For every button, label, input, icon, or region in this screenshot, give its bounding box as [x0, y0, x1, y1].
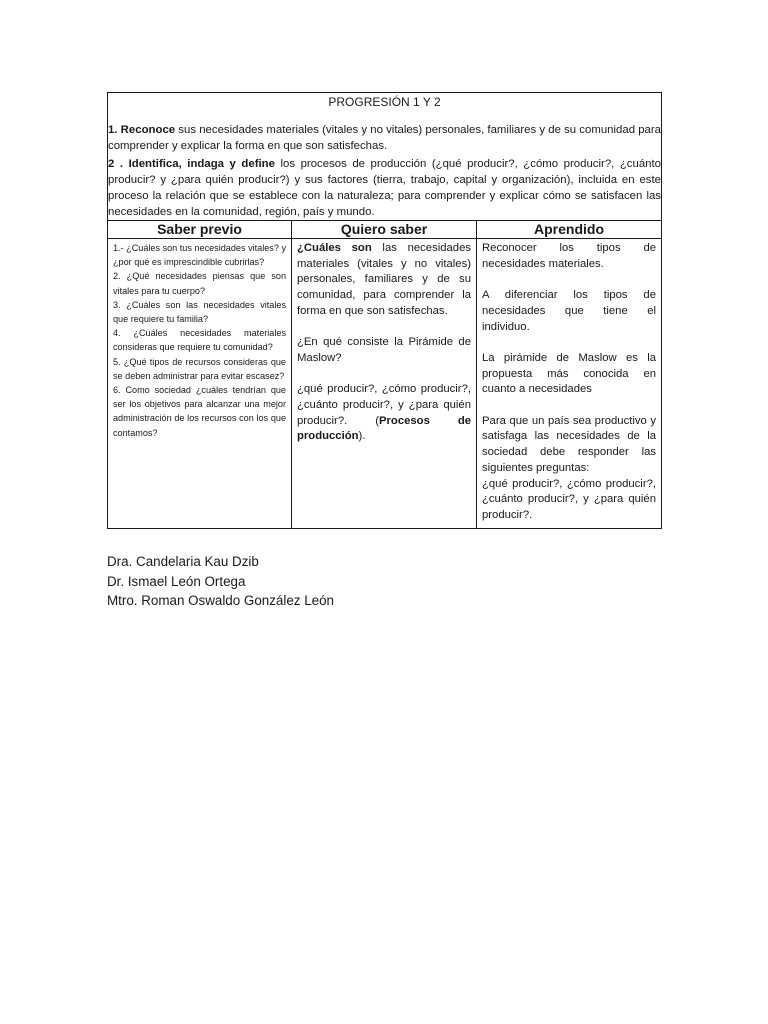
spacer [297, 367, 471, 383]
header-row [108, 93, 662, 221]
aprendido-item: ¿qué producir?, ¿cómo producir?, ¿cuánto producir?, y ¿para quién producir?. [482, 477, 657, 521]
progression-table [107, 92, 662, 529]
saber-previo-item: 2. ¿Qué necesidades piensas que son vitales para tu cuerpo? [113, 271, 286, 296]
progression-2-text: los procesos de producción (¿qué producir?, ¿cómo producir?, ¿cuánto producir? y ¿para quién producir?) y sus factores (tierra, trabajo, capital y organización), incluida en este proceso la relación que se establece con la naturaleza; para comprender y explicar cómo se satisfacen las necesidades en la comunidad, región, país y mundo. [108, 158, 662, 218]
column-header-aprendido: Aprendido [477, 221, 662, 239]
content-row [108, 239, 662, 529]
quiero-saber-item-3-text: ¿qué producir?, ¿cómo producir?, ¿cuánto producir?, y ¿para quién producir?. ( [297, 383, 471, 427]
quiero-saber-item-3-end: ). [358, 430, 366, 443]
quiero-saber-item-1 [297, 241, 471, 320]
saber-previo-cell [108, 239, 292, 529]
saber-previo-item: 4. ¿Cuáles necesidades materiales consideras que requiere tu comunidad? [113, 328, 286, 353]
column-header-saber-previo: Saber previo [108, 221, 292, 239]
quiero-saber-item-3 [297, 382, 471, 445]
progression-1-paragraph [108, 122, 661, 154]
saber-previo-item: 3. ¿Cuáles son las necesidades vitales que requiere tu familia? [113, 299, 286, 325]
spacer [482, 398, 656, 414]
spacer [482, 335, 656, 351]
author-name: Mtro. Roman Oswaldo González León [107, 593, 335, 608]
quiero-saber-item-1-bold: ¿Cuáles son [297, 242, 372, 254]
spacer [297, 320, 471, 336]
header-cell [108, 93, 662, 221]
aprendido-item: Para que un país sea productivo y satisfaga las necesidades de la sociedad debe responder las siguientes preguntas: [482, 414, 657, 474]
authors-block [107, 552, 334, 611]
author-name: Dra. Candelaria Kau Dzib [107, 554, 259, 569]
aprendido-cell [477, 239, 662, 529]
progression-2-label: 2 . Identifica, indaga y define [108, 158, 275, 170]
quiero-saber-cell [292, 239, 477, 529]
quiero-saber-item-3-bold: Procesos de producción [297, 414, 472, 443]
saber-previo-item: 6. Como sociedad ¿cuáles tendrían que ser los objetivos para alcanzar una mejor administración de los recursos con los que contamos? [113, 385, 286, 438]
saber-previo-item: 1.- ¿Cuáles son tus necesidades vitales? y ¿por qué es imprescindible cubrirlas? [113, 243, 286, 268]
quiero-saber-item-1-text: las necesidades materiales (vitales y no vitales) personales, familiares y de su comunidad, para comprender la forma en que son satisfechas. [297, 242, 472, 317]
aprendido-item: La pirámide de Maslow es la propuesta más conocida en cuanto a necesidades [482, 351, 657, 396]
aprendido-item: Reconocer los tipos de necesidades materiales. [482, 242, 657, 270]
saber-previo-item: 5. ¿Qué tipos de recursos consideras que se deben administrar para evitar escasez? [113, 356, 286, 381]
spacer [482, 272, 656, 288]
page-title: PROGRESIÓN 1 Y 2 [328, 95, 441, 109]
column-header-row [108, 221, 662, 239]
author-name: Dr. Ismael León Ortega [107, 573, 246, 589]
progression-1-label: 1. Reconoce [108, 124, 176, 136]
progression-2-paragraph [108, 156, 661, 220]
quiero-saber-item-2: ¿En qué consiste la Pirámide de Maslow? [297, 336, 471, 364]
column-header-quiero-saber: Quiero saber [292, 221, 477, 239]
progression-1-text: sus necesidades materiales (vitales y no vitales) personales, familiares y de su comunidad para comprender y explicar la forma en que son satisfechas. [108, 124, 662, 152]
aprendido-item: A diferenciar los tipos de necesidades que tiene el individuo. [482, 289, 657, 333]
